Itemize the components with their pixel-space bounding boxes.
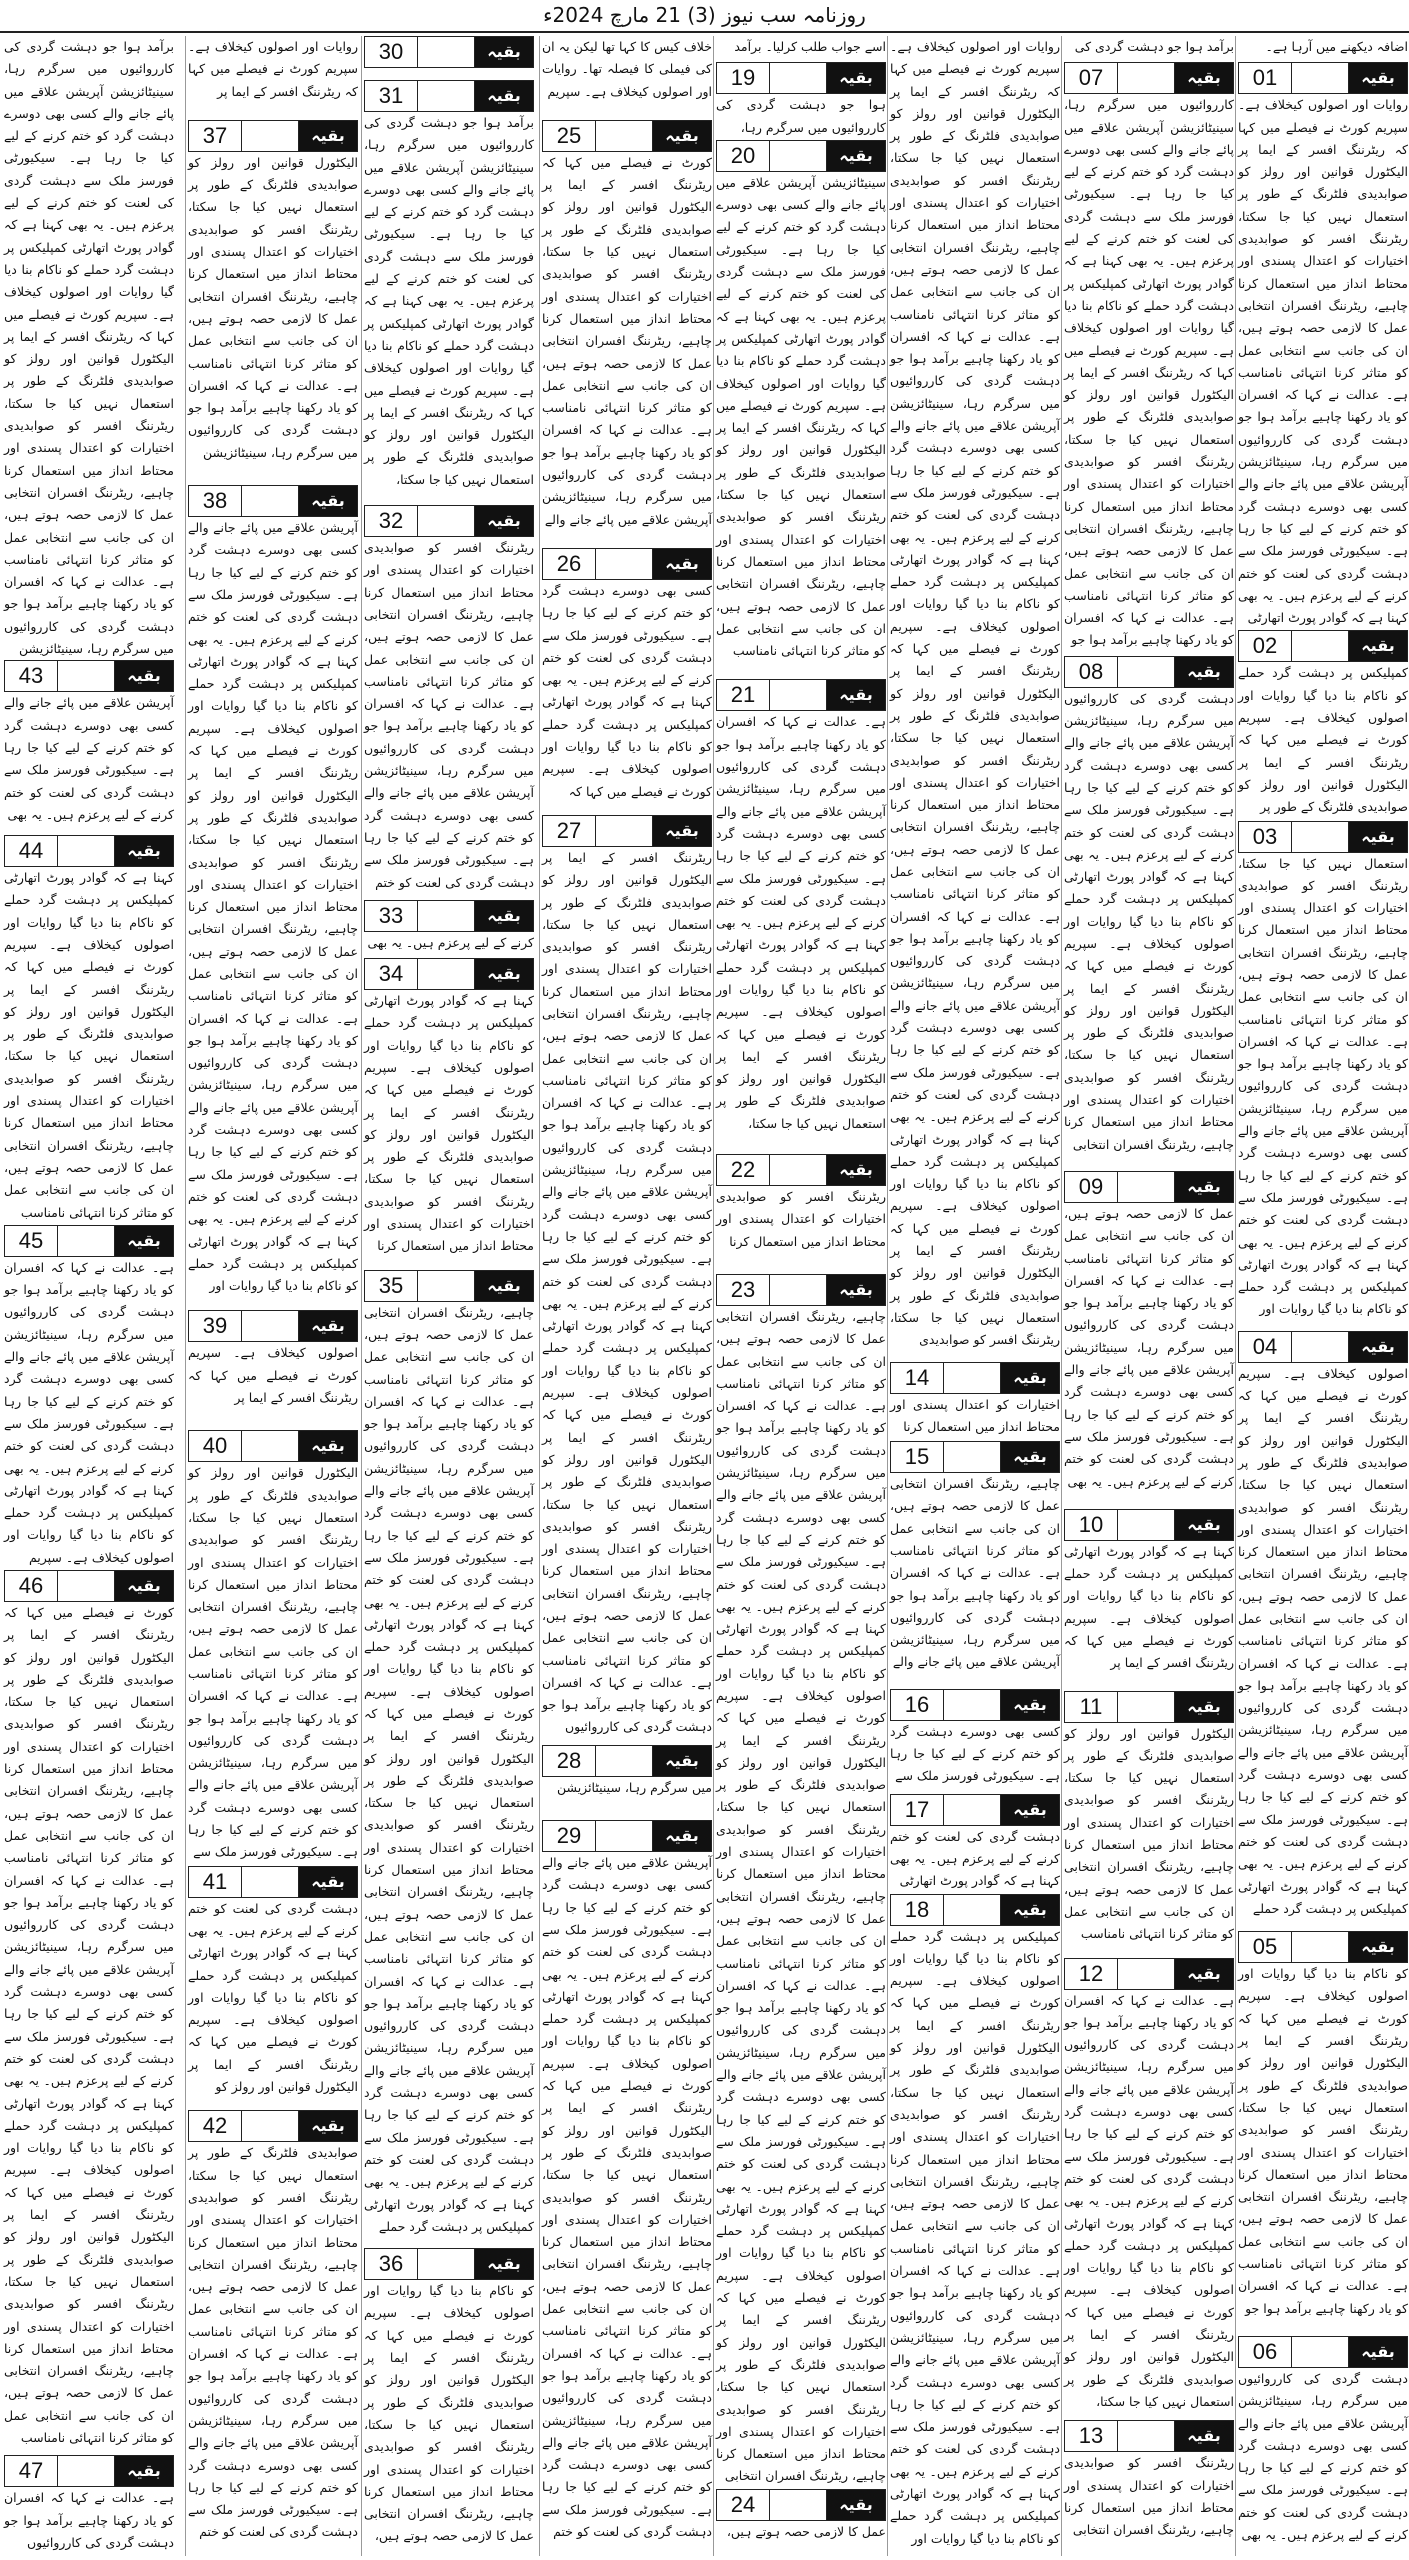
baqiya-label: بقیہ: [1175, 2421, 1233, 2451]
continuation-number: 32: [365, 506, 418, 536]
continuation-number: 15: [891, 1442, 944, 1472]
baqiya-label: بقیہ: [299, 1311, 357, 1341]
continuation-blank-cell: [58, 661, 115, 691]
baqiya-label: بقیہ: [1175, 1172, 1233, 1202]
masthead-title: روزنامہ سب نیوز (3) 21 مارچ 2024ء: [543, 3, 866, 27]
baqiya-label: بقیہ: [827, 2490, 885, 2520]
baqiya-label: بقیہ: [475, 1271, 533, 1301]
continuation-box: [716, 2489, 886, 2521]
baqiya-label: بقیہ: [1001, 1895, 1059, 1925]
continuation-blank-cell: [596, 549, 653, 579]
continuation-blank-cell: [1118, 1692, 1175, 1722]
continuation-box: [542, 1820, 712, 1852]
continuation-number: 23: [717, 1275, 770, 1305]
continuation-blank-cell: [770, 141, 827, 171]
baqiya-label: بقیہ: [115, 661, 173, 691]
column-text: دہشت گردی کی کارروائیوں میں سرگرم رہا، سینیٹائزیشن آپریشن علاقے میں پائے جانے والے کسی بھی دوسرے دہشت گرد کو ختم کرنے کے لیے کیا جا رہا ہے۔ سیکیورٹی فورسز ملک سے دہشت گردی کی لعنت کو ختم کرنے کے لیے پرعزم ہیں۔ یہ بھی: [1238, 2370, 1408, 2542]
column-text: ہے۔ عدالت نے کہا کہ افسران کو یاد رکھنا چاہیے برآمد ہوا جو دہشت گردی کی کارروائیوں میں سرگرم رہا، سینیٹائزیشن آپریشن علاقے میں پائے جانے والے کسی بھی دوسرے دہشت گرد کو ختم کرنے کے لیے کیا جا رہا ہے۔ سیکیورٹی فورسز ملک سے دہشت گردی کی لعنت کو ختم کرنے کے لیے پرعزم ہیں۔ یہ بھی کہنا ہے کہ گوادر پورٹ اتھارٹی کمپلیکس پر دہشت گرد حملے کو ناکام بنا دیا گیا روایات اور اصولوں کیخلاف ہے۔ سپریم کورٹ نے فیصلے میں کہا کہ ریٹرننگ افسر کے ایما پر الیکٹورل قوانین اور رولز کو صوابدیدی فلٹرنگ کے طور پر استعمال نہیں کیا جا سکتا،: [1064, 1992, 1234, 2409]
continuation-box: [1064, 2420, 1234, 2452]
news-column: [4, 36, 174, 2554]
continuation-blank-cell: [242, 486, 299, 516]
continuation-blank-cell: [418, 959, 475, 989]
continuation-number: 19: [717, 63, 770, 93]
news-column: [1238, 36, 1408, 2555]
continuation-box: [364, 900, 534, 932]
continuation-blank-cell: [596, 121, 653, 151]
baqiya-label: بقیہ: [1001, 1363, 1059, 1393]
column-text: دہشت گردی کی کارروائیوں میں سرگرم رہا، سینیٹائزیشن آپریشن علاقے میں پائے جانے والے کسی بھی دوسرے دہشت گرد کو ختم کرنے کے لیے کیا جا رہا ہے۔ سیکیورٹی فورسز ملک سے دہشت گردی کی لعنت کو ختم کرنے کے لیے پرعزم ہیں۔ یہ بھی کہنا ہے کہ گوادر پورٹ اتھارٹی کمپلیکس پر دہشت گرد حملے کو ناکام بنا دیا گیا روایات اور اصولوں کیخلاف ہے۔ سپریم کورٹ نے فیصلے میں کہا کہ ریٹرننگ افسر کے ایما پر الیکٹورل قوانین اور رولز کو صوابدیدی فلٹرنگ کے طور پر استعمال نہیں کیا جا سکتا، ریٹرننگ افسر کو صوابدیدی اختیارات کو اعتدال پسندی اور محتاط انداز میں استعمال کرنا چاہیے، ریٹرننگ افسران انتخابی: [1064, 690, 1234, 1152]
continuation-number: 33: [365, 901, 418, 931]
continuation-box: [188, 1866, 358, 1898]
news-column: [1064, 36, 1234, 2554]
continuation-box: [890, 1894, 1060, 1926]
column-text: کمپلیکس پر دہشت گرد حملے کو ناکام بنا دیا گیا روایات اور اصولوں کیخلاف ہے۔ سپریم کورٹ نے فیصلے میں کہا کہ ریٹرننگ افسر کے ایما پر الیکٹورل قوانین اور رولز کو صوابدیدی فلٹرنگ کے طور پر: [1238, 665, 1408, 815]
continuation-box: [364, 80, 534, 112]
column-text: کمپلیکس پر دہشت گرد حملے کو ناکام بنا دیا گیا روایات اور اصولوں کیخلاف ہے۔ سپریم کورٹ نے فیصلے میں کہا کہ ریٹرننگ افسر کے ایما پر الیکٹورل قوانین اور رولز کو صوابدیدی فلٹرنگ کے طور پر استعمال نہیں کیا جا سکتا، ریٹرننگ افسر کو صوابدیدی اختیارات کو اعتدال پسندی اور محتاط انداز میں استعمال کرنا چاہیے، ریٹرننگ افسران انتخابی عمل کا لازمی حصہ ہوتے ہیں، ان کی جانب سے انتخابی عمل کو متاثر کرنا انتہائی نامناسب ہے۔ عدالت نے کہا کہ افسران کو یاد رکھنا چاہیے برآمد ہوا جو دہشت گردی کی کارروائیوں میں سرگرم رہا، سینیٹائزیشن آپریشن علاقے میں پائے جانے والے کسی بھی دوسرے دہشت گرد کو ختم کرنے کے لیے کیا جا رہا ہے۔ سیکیورٹی فورسز ملک سے دہشت گردی کی لعنت کو ختم کرنے کے لیے پرعزم ہیں۔ یہ بھی کہنا ہے کہ گوادر پورٹ اتھارٹی کمپلیکس پر دہشت گرد حملے کو ناکام بنا دیا گیا روایات اور: [890, 1928, 1060, 2546]
column-divider: [713, 36, 714, 2556]
column-text: روایات اور اصولوں کیخلاف ہے۔ سپریم کورٹ نے فیصلے میں کہا کہ ریٹرننگ افسر کے ایما پر الیکٹورل قوانین اور رولز کو صوابدیدی فلٹرنگ کے طور پر استعمال نہیں کیا جا سکتا، ریٹرننگ افسر کو صوابدیدی اختیارات کو اعتدال پسندی اور محتاط انداز میں استعمال کرنا چاہیے، ریٹرننگ افسران انتخابی عمل کا لازمی حصہ ہوتے ہیں، ان کی جانب سے انتخابی عمل کو متاثر کرنا انتہائی نامناسب ہے۔ عدالت نے کہا کہ افسران کو یاد رکھنا چاہیے برآمد ہوا جو دہشت گردی کی کارروائیوں میں سرگرم رہا، سینیٹائزیشن آپریشن علاقے میں پائے جانے والے کسی بھی دوسرے دہشت گرد کو ختم کرنے کے لیے کیا جا رہا ہے۔ سیکیورٹی فورسز ملک سے دہشت گردی کی لعنت کو ختم کرنے کے لیے پرعزم ہیں۔ یہ بھی کہنا ہے کہ گوادر پورٹ اتھارٹی: [1238, 97, 1408, 626]
column-text: روایات اور اصولوں کیخلاف ہے۔ سپریم کورٹ نے فیصلے میں کہا کہ ریٹرننگ افسر کے ایما پر: [188, 39, 358, 99]
baqiya-label: بقیہ: [653, 549, 711, 579]
continuation-number: 02: [1239, 631, 1292, 661]
continuation-blank-cell: [1118, 1510, 1175, 1540]
continuation-blank-cell: [1118, 2421, 1175, 2451]
baqiya-label: بقیہ: [1175, 1692, 1233, 1722]
column-text: خلاف کیس کا کہا تھا لیکن یہ ان کی فیملی کا فیصلہ تھا۔ روایات اور اصولوں کیخلاف ہے۔ سپریم: [542, 39, 712, 99]
baqiya-label: بقیہ: [1175, 1510, 1233, 1540]
column-text: اختیارات کو اعتدال پسندی اور محتاط انداز میں استعمال کرنا: [890, 1396, 1060, 1434]
continuation-number: 03: [1239, 822, 1292, 852]
continuation-blank-cell: [58, 2456, 115, 2486]
continuation-number: 47: [5, 2456, 58, 2486]
continuation-blank-cell: [418, 901, 475, 931]
column-divider: [887, 36, 888, 2556]
baqiya-label: بقیہ: [1349, 1932, 1407, 1962]
news-column: [542, 36, 712, 2554]
column-text: استعمال نہیں کیا جا سکتا، ریٹرننگ افسر کو صوابدیدی اختیارات کو اعتدال پسندی اور محتاط انداز میں استعمال کرنا چاہیے، ریٹرننگ افسران انتخابی عمل کا لازمی حصہ ہوتے ہیں، ان کی جانب سے انتخابی عمل کو متاثر کرنا انتہائی نامناسب ہے۔ عدالت نے کہا کہ افسران کو یاد رکھنا چاہیے برآمد ہوا جو دہشت گردی کی کارروائیوں میں سرگرم رہا، سینیٹائزیشن آپریشن علاقے میں پائے جانے والے کسی بھی دوسرے دہشت گرد کو ختم کرنے کے لیے کیا جا رہا ہے۔ سیکیورٹی فورسز ملک سے دہشت گردی کی لعنت کو ختم کرنے کے لیے پرعزم ہیں۔ یہ بھی کہنا ہے کہ گوادر پورٹ اتھارٹی کمپلیکس پر دہشت گرد حملے کو ناکام بنا دیا گیا روایات اور: [1238, 855, 1408, 1317]
continuation-number: 36: [365, 2249, 418, 2279]
baqiya-label: بقیہ: [115, 1226, 173, 1256]
continuation-blank-cell: [242, 1311, 299, 1341]
column-text: اضافہ دیکھنے میں آرہا ہے۔: [1265, 39, 1408, 54]
continuation-blank-cell: [1292, 1932, 1349, 1962]
continuation-box: [1064, 656, 1234, 688]
continuation-number: 10: [1065, 1510, 1118, 1540]
continuation-blank-cell: [418, 37, 475, 67]
column-divider: [185, 36, 186, 2556]
continuation-box: [890, 1689, 1060, 1721]
continuation-number: 13: [1065, 2421, 1118, 2451]
continuation-box: [890, 1794, 1060, 1826]
column-text: اسے جواب طلب کرلیا۔ برآمد: [734, 39, 886, 54]
continuation-number: 40: [189, 1431, 242, 1461]
continuation-number: 08: [1065, 657, 1118, 687]
baqiya-label: بقیہ: [115, 1571, 173, 1601]
continuation-number: 44: [5, 836, 58, 866]
continuation-blank-cell: [418, 81, 475, 111]
column-text: ریٹرننگ افسر کو صوابدیدی اختیارات کو اعتدال پسندی اور محتاط انداز میں استعمال کرنا چاہیے، ریٹرننگ افسران انتخابی عمل کا لازمی حصہ ہوتے ہیں، ان کی جانب سے انتخابی عمل کو متاثر کرنا انتہائی نامناسب ہے۔ عدالت نے کہا کہ افسران کو یاد رکھنا چاہیے برآمد ہوا جو دہشت گردی کی کارروائیوں میں سرگرم رہا، سینیٹائزیشن آپریشن علاقے میں پائے جانے والے کسی بھی دوسرے دہشت گرد کو ختم کرنے کے لیے کیا جا رہا ہے۔ سیکیورٹی فورسز ملک سے دہشت گردی کی لعنت کو ختم: [364, 540, 534, 890]
column-text: الیکٹورل قوانین اور رولز کو صوابدیدی فلٹرنگ کے طور پر استعمال نہیں کیا جا سکتا، ریٹرننگ افسر کو صوابدیدی اختیارات کو اعتدال پسندی اور محتاط انداز میں استعمال کرنا چاہیے، ریٹرننگ افسران انتخابی عمل کا لازمی حصہ ہوتے ہیں، ان کی جانب سے انتخابی عمل کو متاثر کرنا انتہائی نامناسب ہے۔ عدالت نے کہا کہ افسران کو یاد رکھنا چاہیے برآمد ہوا جو دہشت گردی کی کارروائیوں میں سرگرم رہا، سینیٹائزیشن آپریشن علاقے میں پائے جانے والے کسی بھی دوسرے دہشت گرد کو ختم کرنے کے لیے کیا جا رہا ہے۔ سیکیورٹی فورسز ملک سے: [188, 1465, 358, 1860]
column-text: اصولوں کیخلاف ہے۔ سپریم کورٹ نے فیصلے میں کہا کہ ریٹرننگ افسر کے ایما پر: [188, 1345, 358, 1406]
baqiya-label: بقیہ: [653, 121, 711, 151]
column-text: کہنا ہے کہ گوادر پورٹ اتھارٹی کمپلیکس پر دہشت گرد حملے کو ناکام بنا دیا گیا روایات اور اصولوں کیخلاف ہے۔ سپریم کورٹ نے فیصلے میں کہا کہ ریٹرننگ افسر کے ایما پر: [1064, 1543, 1234, 1671]
continuation-number: 24: [717, 2490, 770, 2520]
column-text: اصولوں کیخلاف ہے۔ سپریم کورٹ نے فیصلے میں کہا کہ ریٹرننگ افسر کے ایما پر الیکٹورل قوانین اور رولز کو صوابدیدی فلٹرنگ کے طور پر استعمال نہیں کیا جا سکتا، ریٹرننگ افسر کو صوابدیدی اختیارات کو اعتدال پسندی اور محتاط انداز میں استعمال کرنا چاہیے، ریٹرننگ افسران انتخابی عمل کا لازمی حصہ ہوتے ہیں، ان کی جانب سے انتخابی عمل کو متاثر کرنا انتہائی نامناسب ہے۔ عدالت نے کہا کہ افسران کو یاد رکھنا چاہیے برآمد ہوا جو دہشت گردی کی کارروائیوں میں سرگرم رہا، سینیٹائزیشن آپریشن علاقے میں پائے جانے والے کسی بھی دوسرے دہشت گرد کو ختم کرنے کے لیے کیا جا رہا ہے۔ سیکیورٹی فورسز ملک سے دہشت گردی کی لعنت کو ختم کرنے کے لیے پرعزم ہیں۔ یہ بھی کہنا ہے کہ گوادر پورٹ اتھارٹی کمپلیکس پر دہشت گرد حملے: [1238, 1365, 1408, 1916]
continuation-box: [4, 1570, 174, 1602]
column-text: کہنا ہے کہ گوادر پورٹ اتھارٹی کمپلیکس پر دہشت گرد حملے کو ناکام بنا دیا گیا روایات اور اصولوں کیخلاف ہے۔ سپریم کورٹ نے فیصلے میں کہا کہ ریٹرننگ افسر کے ایما پر الیکٹورل قوانین اور رولز کو صوابدیدی فلٹرنگ کے طور پر استعمال نہیں کیا جا سکتا، ریٹرننگ افسر کو صوابدیدی اختیارات کو اعتدال پسندی اور محتاط انداز میں استعمال کرنا چاہیے، ریٹرننگ افسران انتخابی عمل کا لازمی حصہ ہوتے ہیں، ان کی جانب سے انتخابی عمل کو متاثر کرنا انتہائی نامناسب: [4, 870, 174, 1220]
column-text: سینیٹائزیشن آپریشن علاقے میں پائے جانے والے کسی بھی دوسرے دہشت گرد کو ختم کرنے کے لیے کیا جا رہا ہے۔ سیکیورٹی فورسز ملک سے دہشت گردی کی لعنت کو ختم کرنے کے لیے پرعزم ہیں۔ یہ بھی کہنا ہے کہ گوادر پورٹ اتھارٹی کمپلیکس پر دہشت گرد حملے کو ناکام بنا دیا گیا روایات اور اصولوں کیخلاف ہے۔ سپریم کورٹ نے فیصلے میں کہا کہ ریٹرننگ افسر کے ایما پر الیکٹورل قوانین اور رولز کو صوابدیدی فلٹرنگ کے طور پر استعمال نہیں کیا جا سکتا، ریٹرننگ افسر کو صوابدیدی اختیارات کو اعتدال پسندی اور محتاط انداز میں استعمال کرنا چاہیے، ریٹرننگ افسران انتخابی عمل کا لازمی حصہ ہوتے ہیں، ان کی جانب سے انتخابی عمل کو متاثر کرنا انتہائی نامناسب: [716, 174, 886, 659]
continuation-box: [364, 958, 534, 990]
column-text: کرنے کے لیے پرعزم ہیں۔ یہ بھی: [367, 934, 534, 950]
continuation-number: 01: [1239, 63, 1292, 93]
continuation-blank-cell: [1118, 63, 1175, 93]
baqiya-label: بقیہ: [475, 81, 533, 111]
continuation-number: 28: [543, 1746, 596, 1776]
continuation-box: [1064, 1171, 1234, 1203]
continuation-blank-cell: [944, 1690, 1001, 1720]
continuation-box: [4, 835, 174, 867]
continuation-number: 34: [365, 959, 418, 989]
continuation-number: 25: [543, 121, 596, 151]
continuation-blank-cell: [596, 1746, 653, 1776]
column-text: کورٹ نے فیصلے میں کہا کہ ریٹرننگ افسر کے ایما پر الیکٹورل قوانین اور رولز کو صوابدیدی فلٹرنگ کے طور پر استعمال نہیں کیا جا سکتا، ریٹرننگ افسر کو صوابدیدی اختیارات کو اعتدال پسندی اور محتاط انداز میں استعمال کرنا چاہیے، ریٹرننگ افسران انتخابی عمل کا لازمی حصہ ہوتے ہیں، ان کی جانب سے انتخابی عمل کو متاثر کرنا انتہائی نامناسب ہے۔ عدالت نے کہا کہ افسران کو یاد رکھنا چاہیے برآمد ہوا جو دہشت گردی کی کارروائیوں میں سرگرم رہا، سینیٹائزیشن آپریشن علاقے میں پائے جانے والے: [542, 154, 712, 527]
column-text: دہشت گردی کی لعنت کو ختم کرنے کے لیے پرعزم ہیں۔ یہ بھی کہنا ہے کہ گوادر پورٹ اتھارٹی کمپلیکس پر دہشت گرد حملے کو ناکام بنا دیا گیا روایات اور اصولوں کیخلاف ہے۔ سپریم کورٹ نے فیصلے میں کہا کہ ریٹرننگ افسر کے ایما پر الیکٹورل قوانین اور رولز کو: [188, 1900, 358, 2095]
column-text: ریٹرننگ افسر کو صوابدیدی اختیارات کو اعتدال پسندی اور محتاط انداز میں استعمال کرنا چاہیے، ریٹرننگ افسران انتخابی: [1064, 2455, 1234, 2538]
continuation-box: [364, 36, 534, 68]
continuation-blank-cell: [242, 1431, 299, 1461]
continuation-number: 29: [543, 1821, 596, 1851]
continuation-box: [188, 2110, 358, 2142]
column-text: کورٹ نے فیصلے میں کہا کہ ریٹرننگ افسر کے ایما پر الیکٹورل قوانین اور رولز کو صوابدیدی فلٹرنگ کے طور پر استعمال نہیں کیا جا سکتا، ریٹرننگ افسر کو صوابدیدی اختیارات کو اعتدال پسندی اور محتاط انداز میں استعمال کرنا چاہیے، ریٹرننگ افسران انتخابی عمل کا لازمی حصہ ہوتے ہیں، ان کی جانب سے انتخابی عمل کو متاثر کرنا انتہائی نامناسب ہے۔ عدالت نے کہا کہ افسران کو یاد رکھنا چاہیے برآمد ہوا جو دہشت گردی کی کارروائیوں میں سرگرم رہا، سینیٹائزیشن آپریشن علاقے میں پائے جانے والے کسی بھی دوسرے دہشت گرد کو ختم کرنے کے لیے کیا جا رہا ہے۔ سیکیورٹی فورسز ملک سے دہشت گردی کی لعنت کو ختم کرنے کے لیے پرعزم ہیں۔ یہ بھی کہنا ہے کہ گوادر پورٹ اتھارٹی کمپلیکس پر دہشت گرد حملے کو ناکام بنا دیا گیا روایات اور اصولوں کیخلاف ہے۔ سپریم کورٹ نے فیصلے میں کہا کہ ریٹرننگ افسر کے ایما پر الیکٹورل قوانین اور رولز کو صوابدیدی فلٹرنگ کے طور پر استعمال نہیں کیا جا سکتا، ریٹرننگ افسر کو صوابدیدی اختیارات کو اعتدال پسندی اور محتاط انداز میں استعمال کرنا چاہیے، ریٹرننگ افسران انتخابی عمل کا لازمی حصہ ہوتے ہیں، ان کی جانب سے انتخابی عمل کو متاثر کرنا انتہائی نامناسب: [4, 1605, 174, 2445]
continuation-blank-cell: [596, 816, 653, 846]
baqiya-label: بقیہ: [653, 1821, 711, 1851]
column-text: کارروائیوں میں سرگرم رہا، سینیٹائزیشن آپریشن علاقے میں پائے جانے والے کسی بھی دوسرے دہشت گرد کو ختم کرنے کے لیے کیا جا رہا ہے۔ سیکیورٹی فورسز ملک سے دہشت گردی کی لعنت کو ختم کرنے کے لیے پرعزم ہیں۔ یہ بھی کہنا ہے کہ گوادر پورٹ اتھارٹی کمپلیکس پر دہشت گرد حملے کو ناکام بنا دیا گیا روایات اور اصولوں کیخلاف ہے۔ سپریم کورٹ نے فیصلے میں کہا کہ ریٹرننگ افسر کے ایما پر الیکٹورل قوانین اور رولز کو صوابدیدی فلٹرنگ کے طور پر استعمال نہیں کیا جا سکتا، ریٹرننگ افسر کو صوابدیدی اختیارات کو اعتدال پسندی اور محتاط انداز میں استعمال کرنا چاہیے، ریٹرننگ افسران انتخابی عمل کا لازمی حصہ ہوتے ہیں، ان کی جانب سے انتخابی عمل کو متاثر کرنا انتہائی نامناسب ہے۔ عدالت نے کہا کہ افسران کو یاد رکھنا چاہیے برآمد ہوا جو: [1064, 97, 1234, 648]
continuation-box: [890, 1362, 1060, 1394]
continuation-blank-cell: [1118, 1172, 1175, 1202]
continuation-number: 20: [717, 141, 770, 171]
column-text: میں سرگرم رہا، سینیٹائزیشن: [557, 1779, 712, 1795]
continuation-box: [542, 120, 712, 152]
baqiya-label: بقیہ: [1175, 63, 1233, 93]
continuation-box: [1064, 1509, 1234, 1541]
baqiya-label: بقیہ: [1001, 1795, 1059, 1825]
continuation-box: [4, 1225, 174, 1257]
continuation-number: 16: [891, 1690, 944, 1720]
baqiya-label: بقیہ: [115, 836, 173, 866]
baqiya-label: بقیہ: [299, 121, 357, 151]
column-divider: [1235, 36, 1236, 2556]
continuation-blank-cell: [770, 1155, 827, 1185]
continuation-box: [1238, 821, 1408, 853]
continuation-number: 31: [365, 81, 418, 111]
continuation-number: 35: [365, 1271, 418, 1301]
column-text: ریٹرننگ افسر کو صوابدیدی اختیارات کو اعتدال پسندی اور محتاط انداز میں استعمال کرنا: [716, 1189, 886, 1249]
continuation-blank-cell: [944, 1895, 1001, 1925]
continuation-blank-cell: [770, 2490, 827, 2520]
continuation-box: [1238, 62, 1408, 94]
continuation-box: [188, 485, 358, 517]
continuation-box: [716, 62, 886, 94]
baqiya-label: بقیہ: [299, 486, 357, 516]
baqiya-label: بقیہ: [115, 2456, 173, 2486]
column-text: ریٹرننگ افسر کے ایما پر الیکٹورل قوانین اور رولز کو صوابدیدی فلٹرنگ کے طور پر استعمال نہیں کیا جا سکتا، ریٹرننگ افسر کو صوابدیدی اختیارات کو اعتدال پسندی اور محتاط انداز میں استعمال کرنا چاہیے، ریٹرننگ افسران انتخابی عمل کا لازمی حصہ ہوتے ہیں، ان کی جانب سے انتخابی عمل کو متاثر کرنا انتہائی نامناسب ہے۔ عدالت نے کہا کہ افسران کو یاد رکھنا چاہیے برآمد ہوا جو دہشت گردی کی کارروائیوں میں سرگرم رہا، سینیٹائزیشن آپریشن علاقے میں پائے جانے والے کسی بھی دوسرے دہشت گرد کو ختم کرنے کے لیے کیا جا رہا ہے۔ سیکیورٹی فورسز ملک سے دہشت گردی کی لعنت کو ختم کرنے کے لیے پرعزم ہیں۔ یہ بھی کہنا ہے کہ گوادر پورٹ اتھارٹی کمپلیکس پر دہشت گرد حملے کو ناکام بنا دیا گیا روایات اور اصولوں کیخلاف ہے۔ سپریم کورٹ نے فیصلے میں کہا کہ ریٹرننگ افسر کے ایما پر الیکٹورل قوانین اور رولز کو صوابدیدی فلٹرنگ کے طور پر استعمال نہیں کیا جا سکتا، ریٹرننگ افسر کو صوابدیدی اختیارات کو اعتدال پسندی اور محتاط انداز میں استعمال کرنا چاہیے، ریٹرننگ افسران انتخابی عمل کا لازمی حصہ ہوتے ہیں، ان کی جانب سے انتخابی عمل کو متاثر کرنا انتہائی نامناسب ہے۔ عدالت نے کہا کہ افسران کو یاد رکھنا چاہیے برآمد ہوا جو دہشت گردی کی کارروائیوں: [542, 849, 712, 1735]
continuation-box: [1064, 1691, 1234, 1723]
continuation-blank-cell: [596, 1821, 653, 1851]
continuation-box: [716, 1154, 886, 1186]
continuation-number: 21: [717, 680, 770, 710]
continuation-number: 38: [189, 486, 242, 516]
column-text: کو ناکام بنا دیا گیا روایات اور اصولوں کیخلاف ہے۔ سپریم کورٹ نے فیصلے میں کہا کہ ریٹرننگ افسر کے ایما پر الیکٹورل قوانین اور رولز کو صوابدیدی فلٹرنگ کے طور پر استعمال نہیں کیا جا سکتا، ریٹرننگ افسر کو صوابدیدی اختیارات کو اعتدال پسندی اور محتاط انداز میں استعمال کرنا چاہیے، ریٹرننگ افسران انتخابی عمل کا لازمی حصہ ہوتے ہیں،: [364, 2283, 534, 2544]
news-column: [890, 36, 1060, 2553]
baqiya-label: بقیہ: [475, 959, 533, 989]
column-spacer: [364, 68, 534, 80]
column-text: ہے۔ عدالت نے کہا کہ افسران کو یاد رکھنا چاہیے برآمد ہوا جو دہشت گردی کی کارروائیوں میں سرگرم رہا، سینیٹائزیشن آپریشن علاقے میں پائے جانے والے کسی بھی دوسرے دہشت گرد کو ختم کرنے کے لیے کیا جا رہا ہے۔ سیکیورٹی فورسز ملک سے دہشت گردی کی لعنت کو ختم کرنے کے لیے پرعزم ہیں۔ یہ بھی کہنا ہے کہ گوادر پورٹ اتھارٹی کمپلیکس پر دہشت گرد حملے کو ناکام بنا دیا گیا روایات اور اصولوں کیخلاف ہے۔ سپریم: [4, 1259, 174, 1565]
continuation-box: [364, 2248, 534, 2280]
continuation-blank-cell: [944, 1795, 1001, 1825]
column-text: چاہیے، ریٹرننگ افسران انتخابی عمل کا لازمی حصہ ہوتے ہیں، ان کی جانب سے انتخابی عمل کو متاثر کرنا انتہائی نامناسب ہے۔ عدالت نے کہا کہ افسران کو یاد رکھنا چاہیے برآمد ہوا جو دہشت گردی کی کارروائیوں میں سرگرم رہا، سینیٹائزیشن آپریشن علاقے میں پائے جانے والے کسی بھی دوسرے دہشت گرد کو ختم کرنے کے لیے کیا جا رہا ہے۔ سیکیورٹی فورسز ملک سے دہشت گردی کی لعنت کو ختم کرنے کے لیے پرعزم ہیں۔ یہ بھی کہنا ہے کہ گوادر پورٹ اتھارٹی کمپلیکس پر دہشت گرد حملے کو ناکام بنا دیا گیا روایات اور اصولوں کیخلاف ہے۔ سپریم کورٹ نے فیصلے میں کہا کہ ریٹرننگ افسر کے ایما پر الیکٹورل قوانین اور رولز کو صوابدیدی فلٹرنگ کے طور پر استعمال نہیں کیا جا سکتا، ریٹرننگ افسر کو صوابدیدی اختیارات کو اعتدال پسندی اور محتاط انداز میں استعمال کرنا چاہیے، ریٹرننگ افسران انتخابی عمل کا لازمی حصہ ہوتے ہیں، ان کی جانب سے انتخابی عمل کو متاثر کرنا انتہائی نامناسب ہے۔ عدالت نے کہا کہ افسران کو یاد رکھنا چاہیے برآمد ہوا جو دہشت گردی کی کارروائیوں میں سرگرم رہا، سینیٹائزیشن آپریشن علاقے میں پائے جانے والے کسی بھی دوسرے دہشت گرد کو ختم کرنے کے لیے کیا جا رہا ہے۔ سیکیورٹی فورسز ملک سے دہشت گردی کی لعنت کو ختم کرنے کے لیے پرعزم ہیں۔ یہ بھی کہنا ہے کہ گوادر پورٹ اتھارٹی کمپلیکس پر دہشت گرد حملے: [364, 1304, 534, 2234]
column-text: عمل کا لازمی حصہ ہوتے ہیں، ان کی جانب سے انتخابی عمل کو متاثر کرنا انتہائی نامناسب ہے۔ عدالت نے کہا کہ افسران کو یاد رکھنا چاہیے برآمد ہوا جو دہشت گردی کی کارروائیوں میں سرگرم رہا، سینیٹائزیشن آپریشن علاقے میں پائے جانے والے کسی بھی دوسرے دہشت گرد کو ختم کرنے کے لیے کیا جا رہا ہے۔ سیکیورٹی فورسز ملک سے دہشت گردی کی لعنت کو ختم کرنے کے لیے پرعزم ہیں۔ یہ بھی: [1064, 1205, 1234, 1489]
continuation-blank-cell: [58, 1226, 115, 1256]
continuation-number: 09: [1065, 1172, 1118, 1202]
continuation-box: [542, 548, 712, 580]
continuation-number: 14: [891, 1363, 944, 1393]
column-text: دہشت گردی کی لعنت کو ختم کرنے کے لیے پرعزم ہیں۔ یہ بھی کہنا ہے کہ گوادر پورٹ اتھارٹی: [890, 1828, 1060, 1889]
baqiya-label: بقیہ: [1175, 1959, 1233, 1989]
baqiya-label: بقیہ: [1349, 1332, 1407, 1362]
news-column: [716, 36, 886, 2553]
column-text: برآمد ہوا جو دہشت گردی کی کارروائیوں میں سرگرم رہا، سینیٹائزیشن آپریشن علاقے میں پائے جانے والے کسی بھی دوسرے دہشت گرد کو ختم کرنے کے لیے کیا جا رہا ہے۔ سیکیورٹی فورسز ملک سے دہشت گردی کی لعنت کو ختم کرنے کے لیے پرعزم ہیں۔ یہ بھی کہنا ہے کہ گوادر پورٹ اتھارٹی کمپلیکس پر دہشت گرد حملے کو ناکام بنا دیا گیا روایات اور اصولوں کیخلاف ہے۔ سپریم کورٹ نے فیصلے میں کہا کہ ریٹرننگ افسر کے ایما پر الیکٹورل قوانین اور رولز کو صوابدیدی فلٹرنگ کے طور پر استعمال نہیں کیا جا سکتا،: [364, 115, 534, 487]
continuation-box: [188, 120, 358, 152]
column-text: ہے۔ عدالت نے کہا کہ افسران کو یاد رکھنا چاہیے برآمد ہوا جو دہشت گردی کی کارروائیوں میں سرگرم رہا، سینیٹائزیشن آپریشن علاقے میں پائے جانے والے کسی بھی دوسرے دہشت گرد کو ختم کرنے کے لیے کیا جا رہا ہے۔ سیکیورٹی فورسز ملک سے دہشت گردی کی لعنت کو ختم کرنے کے لیے پرعزم ہیں۔ یہ بھی کہنا ہے کہ گوادر پورٹ اتھارٹی کمپلیکس پر دہشت گرد حملے کو ناکام بنا دیا گیا روایات اور اصولوں کیخلاف ہے۔ سپریم کورٹ نے فیصلے میں کہا کہ ریٹرننگ افسر کے ایما پر الیکٹورل قوانین اور رولز کو صوابدیدی فلٹرنگ کے طور پر استعمال نہیں کیا جا سکتا،: [716, 714, 886, 1131]
column-text: ہے۔ عدالت نے کہا کہ افسران کو یاد رکھنا چاہیے برآمد ہوا جو دہشت گردی کی کارروائیوں: [4, 2490, 174, 2550]
continuation-box: [890, 1441, 1060, 1473]
continuation-number: 17: [891, 1795, 944, 1825]
baqiya-label: بقیہ: [299, 2111, 357, 2141]
continuation-box: [716, 679, 886, 711]
continuation-box: [364, 505, 534, 537]
continuation-blank-cell: [58, 836, 115, 866]
continuation-blank-cell: [242, 121, 299, 151]
baqiya-label: بقیہ: [1001, 1442, 1059, 1472]
baqiya-label: بقیہ: [827, 63, 885, 93]
baqiya-label: بقیہ: [1349, 822, 1407, 852]
baqiya-label: بقیہ: [653, 816, 711, 846]
continuation-blank-cell: [944, 1442, 1001, 1472]
continuation-number: 39: [189, 1311, 242, 1341]
baqiya-label: بقیہ: [827, 141, 885, 171]
column-text: برآمد ہوا جو دہشت گردی کی: [1074, 39, 1234, 54]
continuation-number: 05: [1239, 1932, 1292, 1962]
column-text: عمل کا لازمی حصہ ہوتے ہیں،: [726, 2523, 886, 2539]
continuation-blank-cell: [1292, 631, 1349, 661]
continuation-box: [1064, 1958, 1234, 1990]
continuation-box: [4, 660, 174, 692]
baqiya-label: بقیہ: [827, 1275, 885, 1305]
continuation-blank-cell: [770, 63, 827, 93]
continuation-number: 04: [1239, 1332, 1292, 1362]
baqiya-label: بقیہ: [299, 1431, 357, 1461]
baqiya-label: بقیہ: [1349, 2337, 1407, 2367]
column-text: الیکٹورل قوانین اور رولز کو صوابدیدی فلٹرنگ کے طور پر استعمال نہیں کیا جا سکتا، ریٹرننگ افسر کو صوابدیدی اختیارات کو اعتدال پسندی اور محتاط انداز میں استعمال کرنا چاہیے، ریٹرننگ افسران انتخابی عمل کا لازمی حصہ ہوتے ہیں، ان کی جانب سے انتخابی عمل کو متاثر کرنا انتہائی نامناسب: [1064, 1725, 1234, 1942]
continuation-box: [188, 1310, 358, 1342]
column-text: کہنا ہے کہ گوادر پورٹ اتھارٹی کمپلیکس پر دہشت گرد حملے کو ناکام بنا دیا گیا روایات اور اصولوں کیخلاف ہے۔ سپریم کورٹ نے فیصلے میں کہا کہ ریٹرننگ افسر کے ایما پر الیکٹورل قوانین اور رولز کو صوابدیدی فلٹرنگ کے طور پر استعمال نہیں کیا جا سکتا، ریٹرننگ افسر کو صوابدیدی اختیارات کو اعتدال پسندی اور محتاط انداز میں استعمال کرنا: [364, 993, 534, 1254]
masthead-rule: [0, 31, 1409, 33]
continuation-blank-cell: [418, 1271, 475, 1301]
continuation-number: 41: [189, 1867, 242, 1897]
continuation-number: 30: [365, 37, 418, 67]
column-text: کسی بھی دوسرے دہشت گرد کو ختم کرنے کے لیے کیا جا رہا ہے۔ سیکیورٹی فورسز ملک سے دہشت گردی کی لعنت کو ختم کرنے کے لیے پرعزم ہیں۔ یہ بھی کہنا ہے کہ گوادر پورٹ اتھارٹی کمپلیکس پر دہشت گرد حملے کو ناکام بنا دیا گیا روایات اور اصولوں کیخلاف ہے۔ سپریم کورٹ نے فیصلے میں کہا کہ: [542, 582, 712, 799]
column-text: آپریشن علاقے میں پائے جانے والے کسی بھی دوسرے دہشت گرد کو ختم کرنے کے لیے کیا جا رہا ہے۔ سیکیورٹی فورسز ملک سے دہشت گردی کی لعنت کو ختم کرنے کے لیے پرعزم ہیں۔ یہ بھی کہنا ہے کہ گوادر پورٹ اتھارٹی کمپلیکس پر دہشت گرد حملے کو ناکام بنا دیا گیا روایات اور اصولوں کیخلاف ہے۔ سپریم کورٹ نے فیصلے میں کہا کہ ریٹرننگ افسر کے ایما پر الیکٹورل قوانین اور رولز کو صوابدیدی فلٹرنگ کے طور پر استعمال نہیں کیا جا سکتا، ریٹرننگ افسر کو صوابدیدی اختیارات کو اعتدال پسندی اور محتاط انداز میں استعمال کرنا چاہیے، ریٹرننگ افسران انتخابی عمل کا لازمی حصہ ہوتے ہیں، ان کی جانب سے انتخابی عمل کو متاثر کرنا انتہائی نامناسب ہے۔ عدالت نے کہا کہ افسران کو یاد رکھنا چاہیے برآمد ہوا جو دہشت گردی کی کارروائیوں میں سرگرم رہا، سینیٹائزیشن آپریشن علاقے میں پائے جانے والے کسی بھی دوسرے دہشت گرد کو ختم کرنے کے لیے کیا جا رہا ہے۔ سیکیورٹی فورسز ملک سے دہشت گردی کی لعنت کو ختم: [542, 1855, 712, 2539]
column-text: الیکٹورل قوانین اور رولز کو صوابدیدی فلٹرنگ کے طور پر استعمال نہیں کیا جا سکتا، ریٹرننگ افسر کو صوابدیدی اختیارات کو اعتدال پسندی اور محتاط انداز میں استعمال کرنا چاہیے، ریٹرننگ افسران انتخابی عمل کا لازمی حصہ ہوتے ہیں، ان کی جانب سے انتخابی عمل کو متاثر کرنا انتہائی نامناسب ہے۔ عدالت نے کہا کہ افسران کو یاد رکھنا چاہیے برآمد ہوا جو دہشت گردی کی کارروائیوں میں سرگرم رہا، سینیٹائزیشن: [188, 154, 358, 460]
continuation-box: [716, 140, 886, 172]
continuation-blank-cell: [1292, 2337, 1349, 2367]
column-text: روایات اور اصولوں کیخلاف ہے۔ سپریم کورٹ نے فیصلے میں کہا کہ ریٹرننگ افسر کے ایما پر الیکٹورل قوانین اور رولز کو صوابدیدی فلٹرنگ کے طور پر استعمال نہیں کیا جا سکتا، ریٹرننگ افسر کو صوابدیدی اختیارات کو اعتدال پسندی اور محتاط انداز میں استعمال کرنا چاہیے، ریٹرننگ افسران انتخابی عمل کا لازمی حصہ ہوتے ہیں، ان کی جانب سے انتخابی عمل کو متاثر کرنا انتہائی نامناسب ہے۔ عدالت نے کہا کہ افسران کو یاد رکھنا چاہیے برآمد ہوا جو دہشت گردی کی کارروائیوں میں سرگرم رہا، سینیٹائزیشن آپریشن علاقے میں پائے جانے والے کسی بھی دوسرے دہشت گرد کو ختم کرنے کے لیے کیا جا رہا ہے۔ سیکیورٹی فورسز ملک سے دہشت گردی کی لعنت کو ختم کرنے کے لیے پرعزم ہیں۔ یہ بھی کہنا ہے کہ گوادر پورٹ اتھارٹی کمپلیکس پر دہشت گرد حملے کو ناکام بنا دیا گیا روایات اور اصولوں کیخلاف ہے۔ سپریم کورٹ نے فیصلے میں کہا کہ ریٹرننگ افسر کے ایما پر الیکٹورل قوانین اور رولز کو صوابدیدی فلٹرنگ کے طور پر استعمال نہیں کیا جا سکتا، ریٹرننگ افسر کو صوابدیدی اختیارات کو اعتدال پسندی اور محتاط انداز میں استعمال کرنا چاہیے، ریٹرننگ افسران انتخابی عمل کا لازمی حصہ ہوتے ہیں، ان کی جانب سے انتخابی عمل کو متاثر کرنا انتہائی نامناسب ہے۔ عدالت نے کہا کہ افسران کو یاد رکھنا چاہیے برآمد ہوا جو دہشت گردی کی کارروائیوں میں سرگرم رہا، سینیٹائزیشن آپریشن علاقے میں پائے جانے والے کسی بھی دوسرے دہشت گرد کو ختم کرنے کے لیے کیا جا رہا ہے۔ سیکیورٹی فورسز ملک سے دہشت گردی کی لعنت کو ختم کرنے کے لیے پرعزم ہیں۔ یہ بھی کہنا ہے کہ گوادر پورٹ اتھارٹی کمپلیکس پر دہشت گرد حملے کو ناکام بنا دیا گیا روایات اور اصولوں کیخلاف ہے۔ سپریم کورٹ نے فیصلے میں کہا کہ ریٹرننگ افسر کے ایما پر الیکٹورل قوانین اور رولز کو صوابدیدی فلٹرنگ کے طور پر استعمال نہیں کیا جا سکتا، ریٹرننگ افسر کو صوابدیدی: [890, 39, 1060, 1348]
continuation-box: [188, 1430, 358, 1462]
continuation-number: 18: [891, 1895, 944, 1925]
column-text: برآمد ہوا جو دہشت گردی کی کارروائیوں میں سرگرم رہا، سینیٹائزیشن آپریشن علاقے میں پائے جانے والے کسی بھی دوسرے دہشت گرد کو ختم کرنے کے لیے کیا جا رہا ہے۔ سیکیورٹی فورسز ملک سے دہشت گردی کی لعنت کو ختم کرنے کے لیے پرعزم ہیں۔ یہ بھی کہنا ہے کہ گوادر پورٹ اتھارٹی کمپلیکس پر دہشت گرد حملے کو ناکام بنا دیا گیا روایات اور اصولوں کیخلاف ہے۔ سپریم کورٹ نے فیصلے میں کہا کہ ریٹرننگ افسر کے ایما پر الیکٹورل قوانین اور رولز کو صوابدیدی فلٹرنگ کے طور پر استعمال نہیں کیا جا سکتا، ریٹرننگ افسر کو صوابدیدی اختیارات کو اعتدال پسندی اور محتاط انداز میں استعمال کرنا چاہیے، ریٹرننگ افسران انتخابی عمل کا لازمی حصہ ہوتے ہیں، ان کی جانب سے انتخابی عمل کو متاثر کرنا انتہائی نامناسب ہے۔ عدالت نے کہا کہ افسران کو یاد رکھنا چاہیے برآمد ہوا جو دہشت گردی کی کارروائیوں میں سرگرم رہا، سینیٹائزیشن: [4, 39, 174, 657]
continuation-blank-cell: [1292, 822, 1349, 852]
continuation-number: 37: [189, 121, 242, 151]
column-divider: [539, 36, 540, 2556]
column-text: کو ناکام بنا دیا گیا روایات اور اصولوں کیخلاف ہے۔ سپریم کورٹ نے فیصلے میں کہا کہ ریٹرننگ افسر کے ایما پر الیکٹورل قوانین اور رولز کو صوابدیدی فلٹرنگ کے طور پر استعمال نہیں کیا جا سکتا، ریٹرننگ افسر کو صوابدیدی اختیارات کو اعتدال پسندی اور محتاط انداز میں استعمال کرنا چاہیے، ریٹرننگ افسران انتخابی عمل کا لازمی حصہ ہوتے ہیں، ان کی جانب سے انتخابی عمل کو متاثر کرنا انتہائی نامناسب ہے۔ عدالت نے کہا کہ افسران کو یاد رکھنا چاہیے برآمد ہوا جو: [1238, 1966, 1408, 2316]
continuation-blank-cell: [58, 1571, 115, 1601]
baqiya-label: بقیہ: [475, 2249, 533, 2279]
baqiya-label: بقیہ: [1175, 657, 1233, 687]
continuation-box: [1238, 1331, 1408, 1363]
continuation-box: [4, 2455, 174, 2487]
continuation-blank-cell: [1118, 657, 1175, 687]
continuation-box: [716, 1274, 886, 1306]
continuation-number: 11: [1065, 1692, 1118, 1722]
baqiya-label: بقیہ: [1349, 63, 1407, 93]
continuation-box: [1238, 2336, 1408, 2368]
baqiya-label: بقیہ: [1001, 1690, 1059, 1720]
continuation-box: [1064, 62, 1234, 94]
continuation-blank-cell: [944, 1363, 1001, 1393]
continuation-box: [542, 1745, 712, 1777]
column-text: چاہیے، ریٹرننگ افسران انتخابی عمل کا لازمی حصہ ہوتے ہیں، ان کی جانب سے انتخابی عمل کو متاثر کرنا انتہائی نامناسب ہے۔ عدالت نے کہا کہ افسران کو یاد رکھنا چاہیے برآمد ہوا جو دہشت گردی کی کارروائیوں میں سرگرم رہا، سینیٹائزیشن آپریشن علاقے میں پائے جانے والے کسی بھی دوسرے دہشت گرد کو ختم کرنے کے لیے کیا جا رہا ہے۔ سیکیورٹی فورسز ملک سے دہشت گردی کی لعنت کو ختم کرنے کے لیے پرعزم ہیں۔ یہ بھی کہنا ہے کہ گوادر پورٹ اتھارٹی کمپلیکس پر دہشت گرد حملے کو ناکام بنا دیا گیا روایات اور اصولوں کیخلاف ہے۔ سپریم کورٹ نے فیصلے میں کہا کہ ریٹرننگ افسر کے ایما پر الیکٹورل قوانین اور رولز کو صوابدیدی فلٹرنگ کے طور پر استعمال نہیں کیا جا سکتا، ریٹرننگ افسر کو صوابدیدی اختیارات کو اعتدال پسندی اور محتاط انداز میں استعمال کرنا چاہیے، ریٹرننگ افسران انتخابی عمل کا لازمی حصہ ہوتے ہیں، ان کی جانب سے انتخابی عمل کو متاثر کرنا انتہائی نامناسب ہے۔ عدالت نے کہا کہ افسران کو یاد رکھنا چاہیے برآمد ہوا جو دہشت گردی کی کارروائیوں میں سرگرم رہا، سینیٹائزیشن آپریشن علاقے میں پائے جانے والے کسی بھی دوسرے دہشت گرد کو ختم کرنے کے لیے کیا جا رہا ہے۔ سیکیورٹی فورسز ملک سے دہشت گردی کی لعنت کو ختم کرنے کے لیے پرعزم ہیں۔ یہ بھی کہنا ہے کہ گوادر پورٹ اتھارٹی کمپلیکس پر دہشت گرد حملے کو ناکام بنا دیا گیا روایات اور اصولوں کیخلاف ہے۔ سپریم کورٹ نے فیصلے میں کہا کہ ریٹرننگ افسر کے ایما پر الیکٹورل قوانین اور رولز کو صوابدیدی فلٹرنگ کے طور پر استعمال نہیں کیا جا سکتا، ریٹرننگ افسر کو صوابدیدی اختیارات کو اعتدال پسندی اور محتاط انداز میں استعمال کرنا چاہیے، ریٹرننگ افسران انتخابی: [716, 1308, 886, 2484]
baqiya-label: بقیہ: [827, 1155, 885, 1185]
continuation-blank-cell: [770, 680, 827, 710]
column-text: صوابدیدی فلٹرنگ کے طور پر استعمال نہیں کیا جا سکتا، ریٹرننگ افسر کو صوابدیدی اختیارات کو اعتدال پسندی اور محتاط انداز میں استعمال کرنا چاہیے، ریٹرننگ افسران انتخابی عمل کا لازمی حصہ ہوتے ہیں، ان کی جانب سے انتخابی عمل کو متاثر کرنا انتہائی نامناسب ہے۔ عدالت نے کہا کہ افسران کو یاد رکھنا چاہیے برآمد ہوا جو دہشت گردی کی کارروائیوں میں سرگرم رہا، سینیٹائزیشن آپریشن علاقے میں پائے جانے والے کسی بھی دوسرے دہشت گرد کو ختم کرنے کے لیے کیا جا رہا ہے۔ سیکیورٹی فورسز ملک سے دہشت گردی کی لعنت کو ختم: [188, 2145, 358, 2540]
continuation-number: 26: [543, 549, 596, 579]
column-divider: [1061, 36, 1062, 2556]
continuation-number: 07: [1065, 63, 1118, 93]
continuation-number: 42: [189, 2111, 242, 2141]
news-column: [364, 36, 534, 2554]
baqiya-label: بقیہ: [475, 901, 533, 931]
column-text: آپریشن علاقے میں پائے جانے والے کسی بھی دوسرے دہشت گرد کو ختم کرنے کے لیے کیا جا رہا ہے۔ سیکیورٹی فورسز ملک سے دہشت گردی کی لعنت کو ختم کرنے کے لیے پرعزم ہیں۔ یہ بھی: [4, 695, 174, 822]
baqiya-label: بقیہ: [475, 37, 533, 67]
continuation-number: 43: [5, 661, 58, 691]
continuation-blank-cell: [242, 2111, 299, 2141]
continuation-number: 06: [1239, 2337, 1292, 2367]
column-text: آپریشن علاقے میں پائے جانے والے کسی بھی دوسرے دہشت گرد کو ختم کرنے کے لیے کیا جا رہا ہے۔ سیکیورٹی فورسز ملک سے دہشت گردی کی لعنت کو ختم کرنے کے لیے پرعزم ہیں۔ یہ بھی کہنا ہے کہ گوادر پورٹ اتھارٹی کمپلیکس پر دہشت گرد حملے کو ناکام بنا دیا گیا روایات اور اصولوں کیخلاف ہے۔ سپریم کورٹ نے فیصلے میں کہا کہ ریٹرننگ افسر کے ایما پر الیکٹورل قوانین اور رولز کو صوابدیدی فلٹرنگ کے طور پر استعمال نہیں کیا جا سکتا، ریٹرننگ افسر کو صوابدیدی اختیارات کو اعتدال پسندی اور محتاط انداز میں استعمال کرنا چاہیے، ریٹرننگ افسران انتخابی عمل کا لازمی حصہ ہوتے ہیں، ان کی جانب سے انتخابی عمل کو متاثر کرنا انتہائی نامناسب ہے۔ عدالت نے کہا کہ افسران کو یاد رکھنا چاہیے برآمد ہوا جو دہشت گردی کی کارروائیوں میں سرگرم رہا، سینیٹائزیشن آپریشن علاقے میں پائے جانے والے کسی بھی دوسرے دہشت گرد کو ختم کرنے کے لیے کیا جا رہا ہے۔ سیکیورٹی فورسز ملک سے دہشت گردی کی لعنت کو ختم کرنے کے لیے پرعزم ہیں۔ یہ بھی کہنا ہے کہ گوادر پورٹ اتھارٹی کمپلیکس پر دہشت گرد حملے کو ناکام بنا دیا گیا روایات اور: [188, 520, 358, 1294]
continuation-box: [364, 1270, 534, 1302]
continuation-blank-cell: [770, 1275, 827, 1305]
continuation-number: 46: [5, 1571, 58, 1601]
baqiya-label: بقیہ: [1349, 631, 1407, 661]
baqiya-label: بقیہ: [653, 1746, 711, 1776]
column-text: ہوا جو دہشت گردی کی کارروائیوں میں سرگرم رہا،: [716, 97, 886, 135]
continuation-blank-cell: [1292, 1332, 1349, 1362]
continuation-number: 12: [1065, 1959, 1118, 1989]
continuation-blank-cell: [1292, 63, 1349, 93]
baqiya-label: بقیہ: [475, 506, 533, 536]
continuation-blank-cell: [418, 506, 475, 536]
baqiya-label: بقیہ: [299, 1867, 357, 1897]
column-text: چاہیے، ریٹرننگ افسران انتخابی عمل کا لازمی حصہ ہوتے ہیں، ان کی جانب سے انتخابی عمل کو متاثر کرنا انتہائی نامناسب ہے۔ عدالت نے کہا کہ افسران کو یاد رکھنا چاہیے برآمد ہوا جو دہشت گردی کی کارروائیوں میں سرگرم رہا، سینیٹائزیشن آپریشن علاقے میں پائے جانے والے: [890, 1476, 1060, 1670]
baqiya-label: بقیہ: [827, 680, 885, 710]
continuation-box: [542, 815, 712, 847]
continuation-box: [1238, 1931, 1408, 1963]
continuation-blank-cell: [1118, 1959, 1175, 1989]
continuation-number: 22: [717, 1155, 770, 1185]
column-divider: [361, 36, 362, 2556]
continuation-blank-cell: [242, 1867, 299, 1897]
continuation-blank-cell: [418, 2249, 475, 2279]
continuation-number: 27: [543, 816, 596, 846]
continuation-box: [1238, 630, 1408, 662]
continuation-number: 45: [5, 1226, 58, 1256]
column-text: کسی بھی دوسرے دہشت گرد کو ختم کرنے کے لیے کیا جا رہا ہے۔ سیکیورٹی فورسز ملک سے: [890, 1723, 1060, 1784]
news-column: [188, 36, 358, 2555]
